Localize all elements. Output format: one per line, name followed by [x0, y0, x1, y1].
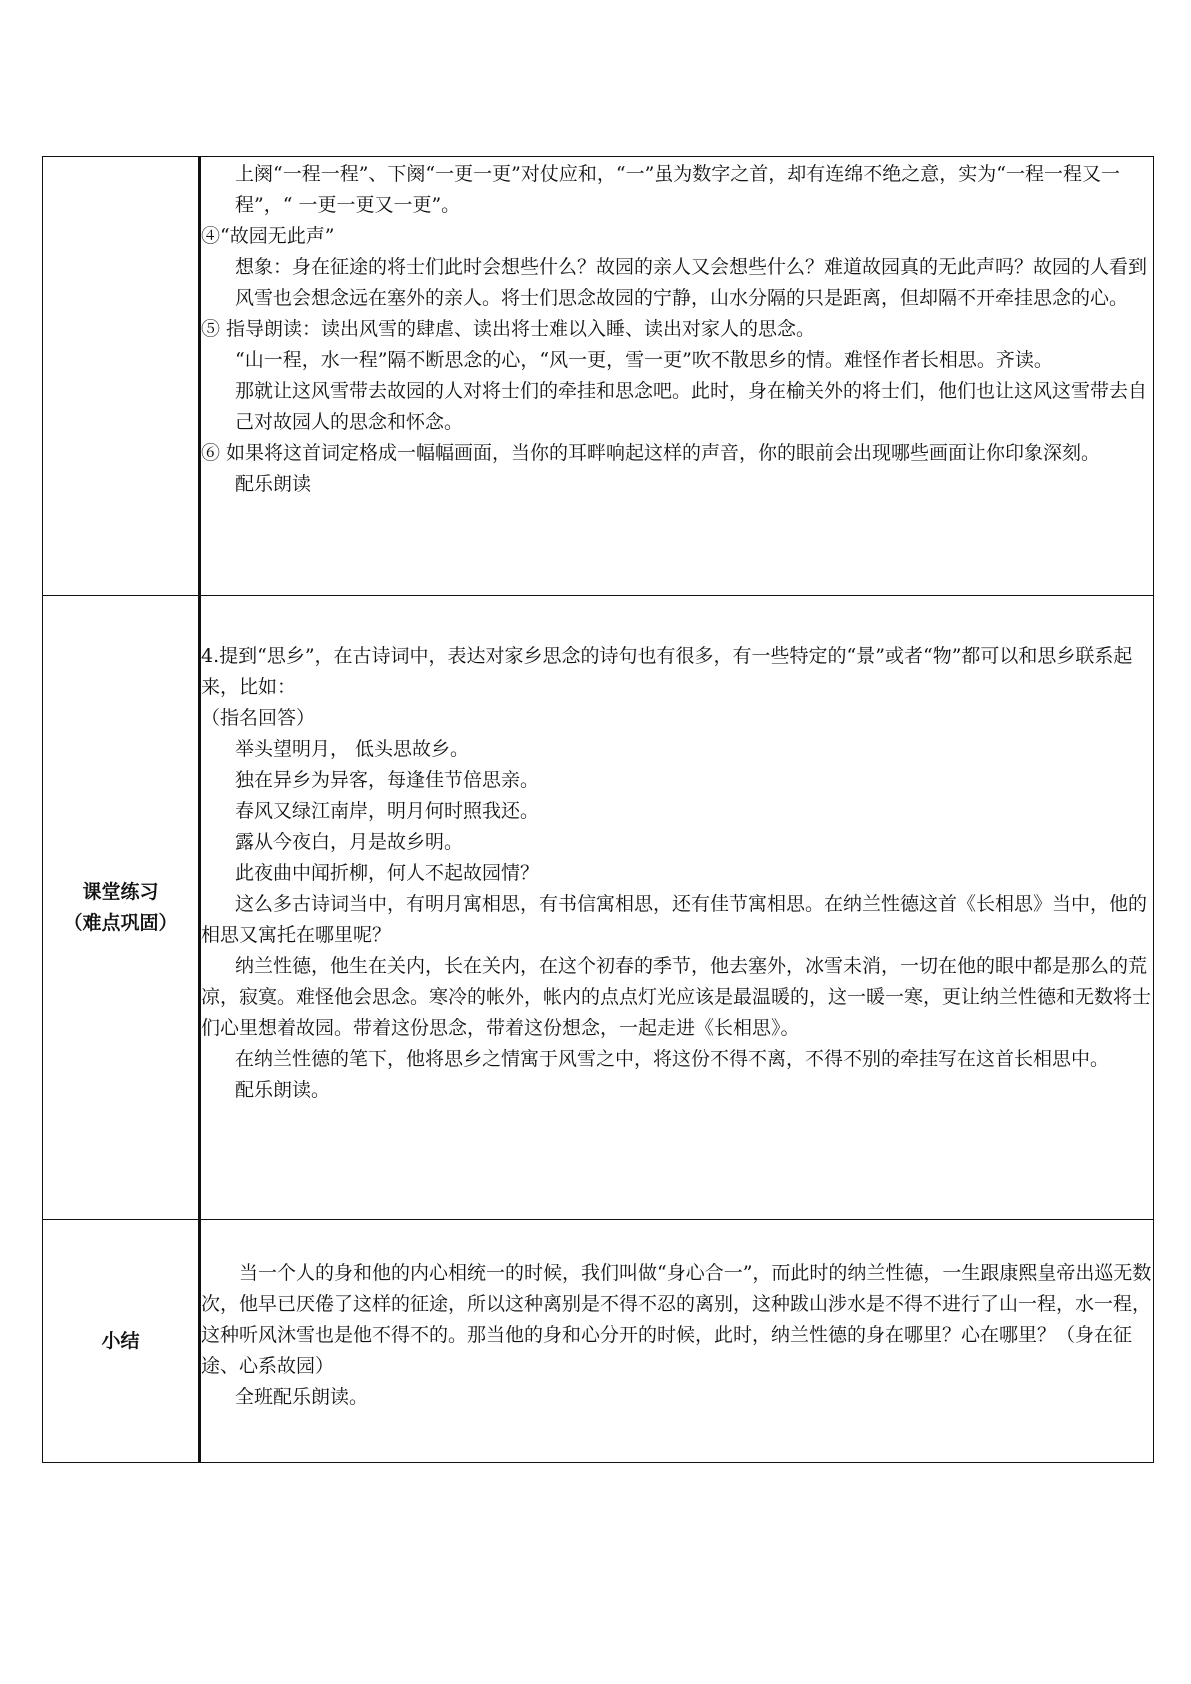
poem-line: 露从今夜白，月是故乡明。	[235, 831, 464, 853]
paragraph-fengxue: 那就让这风雪带去故园的人对将士们的牵挂和思念吧。此时，身在榆关外的将士们，他们也让这风这雪带去自己对故园人的思念和怀念。	[235, 380, 1148, 433]
paragraph-shanyicheng: “山一程，水一程”隔不断思念的心，“风一更，雪一更”吹不散思乡的情。难怪作者长相思。齐读。	[235, 349, 1053, 371]
paragraph-music-reading: 配乐朗读	[235, 473, 312, 495]
table-row	[43, 596, 1154, 1220]
paragraph-heading-5: ⑤ 指导朗读：读出风雪的肆虐、读出将士难以入睡、读出对家人的思念。	[201, 318, 816, 340]
poem-line: 举头望明月， 低头思故乡。	[235, 738, 470, 760]
row-label-cell-empty	[43, 157, 200, 596]
poem-line: 春风又绿江南岸，明月何时照我还。	[235, 800, 540, 822]
row-label-line2: （难点巩固）	[63, 911, 178, 934]
row-label-line1: 课堂练习	[82, 880, 159, 903]
poem-line: 此夜曲中闻折柳，何人不起故园情？	[235, 862, 540, 884]
lesson-plan-table	[42, 156, 1154, 1463]
paragraph-heading-6: ⑥ 如果将这首词定格成一幅幅画面，当你的耳畔响起这样的声音，你的眼前会出现哪些画面让你印象深刻。	[201, 442, 1101, 464]
paragraph-duizhang: 上阕“一程一程”、下阕“一更一更”对仗应和，“一”虽为数字之首，却有连绵不绝之意，实为“一程一程又一程”，“ 一更一更又一更”。	[235, 163, 1120, 216]
row-content-cell	[200, 157, 1154, 596]
paragraph-xiangsi: 这么多古诗词当中，有明月寓相思，有书信寓相思，还有佳节寓相思。在纳兰性德这首《长相思》当中，他的相思又寓托在哪里呢？	[201, 893, 1148, 946]
paragraph-answer-note: （指名回答）	[201, 707, 316, 729]
table-row	[43, 157, 1154, 596]
paragraph-imagine: 想象：身在征途的将士们此时会想些什么？故园的亲人又会想些什么？难道故园真的无此声吗？故园的人看到风雪也会想念远在塞外的亲人。将士们思念故园的宁静，山水分隔的只是距离，但却隔不开牵挂思念的心。	[235, 256, 1148, 309]
row-label-cell	[43, 1220, 200, 1463]
paragraph-nalan: 纳兰性德，他生在关内，长在关内，在这个初春的季节，他去塞外，冰雪未消，一切在他的眼中都是那么的荒凉，寂寞。难怪他会思念。寒冷的帐外，帐内的点点灯光应该是最温暖的，这一暖一寒，更让纳兰性德和无数将士们心里想着故园。带着这份思念，带着这份想念，一起走进《长相思》。	[201, 955, 1152, 1039]
row-label-summary: 小结	[101, 1329, 140, 1352]
paragraph-summary: 当一个人的身和他的内心相统一的时候，我们叫做“身心合一”，而此时的纳兰性德，一生跟康熙皇帝出巡无数次，他早已厌倦了这样的征途，所以这种离别是不得不忍的离别，这种跋山涉水是不得不进行了山一程，水一程，这种听风沐雪也是他不得不的。那当他的身和心分开的时候，此时，纳兰性德的身在哪里？心在哪里？（身在征途、心系故园）	[201, 1262, 1152, 1377]
paragraph-bixia: 在纳兰性德的笔下，他将思乡之情寓于风雪之中，将这份不得不离，不得不别的牵挂写在这首长相思中。	[235, 1048, 1110, 1070]
table-row	[43, 1220, 1154, 1463]
row-label-cell	[43, 596, 200, 1220]
row-content-cell	[200, 1220, 1154, 1463]
paragraph-question-4: 4.提到“思乡”，在古诗词中，表达对家乡思念的诗句也有很多，有一些特定的“景”或者“物”都可以和思乡联系起来，比如：	[201, 645, 1133, 698]
paragraph-heading-4: ④“故园无此声”	[201, 225, 335, 247]
poem-line: 独在异乡为异客，每逢佳节倍思亲。	[235, 769, 540, 791]
paragraph-music-reading: 配乐朗读。	[235, 1079, 331, 1101]
row-content-cell	[200, 596, 1154, 1220]
paragraph-class-reading: 全班配乐朗读。	[235, 1386, 369, 1408]
